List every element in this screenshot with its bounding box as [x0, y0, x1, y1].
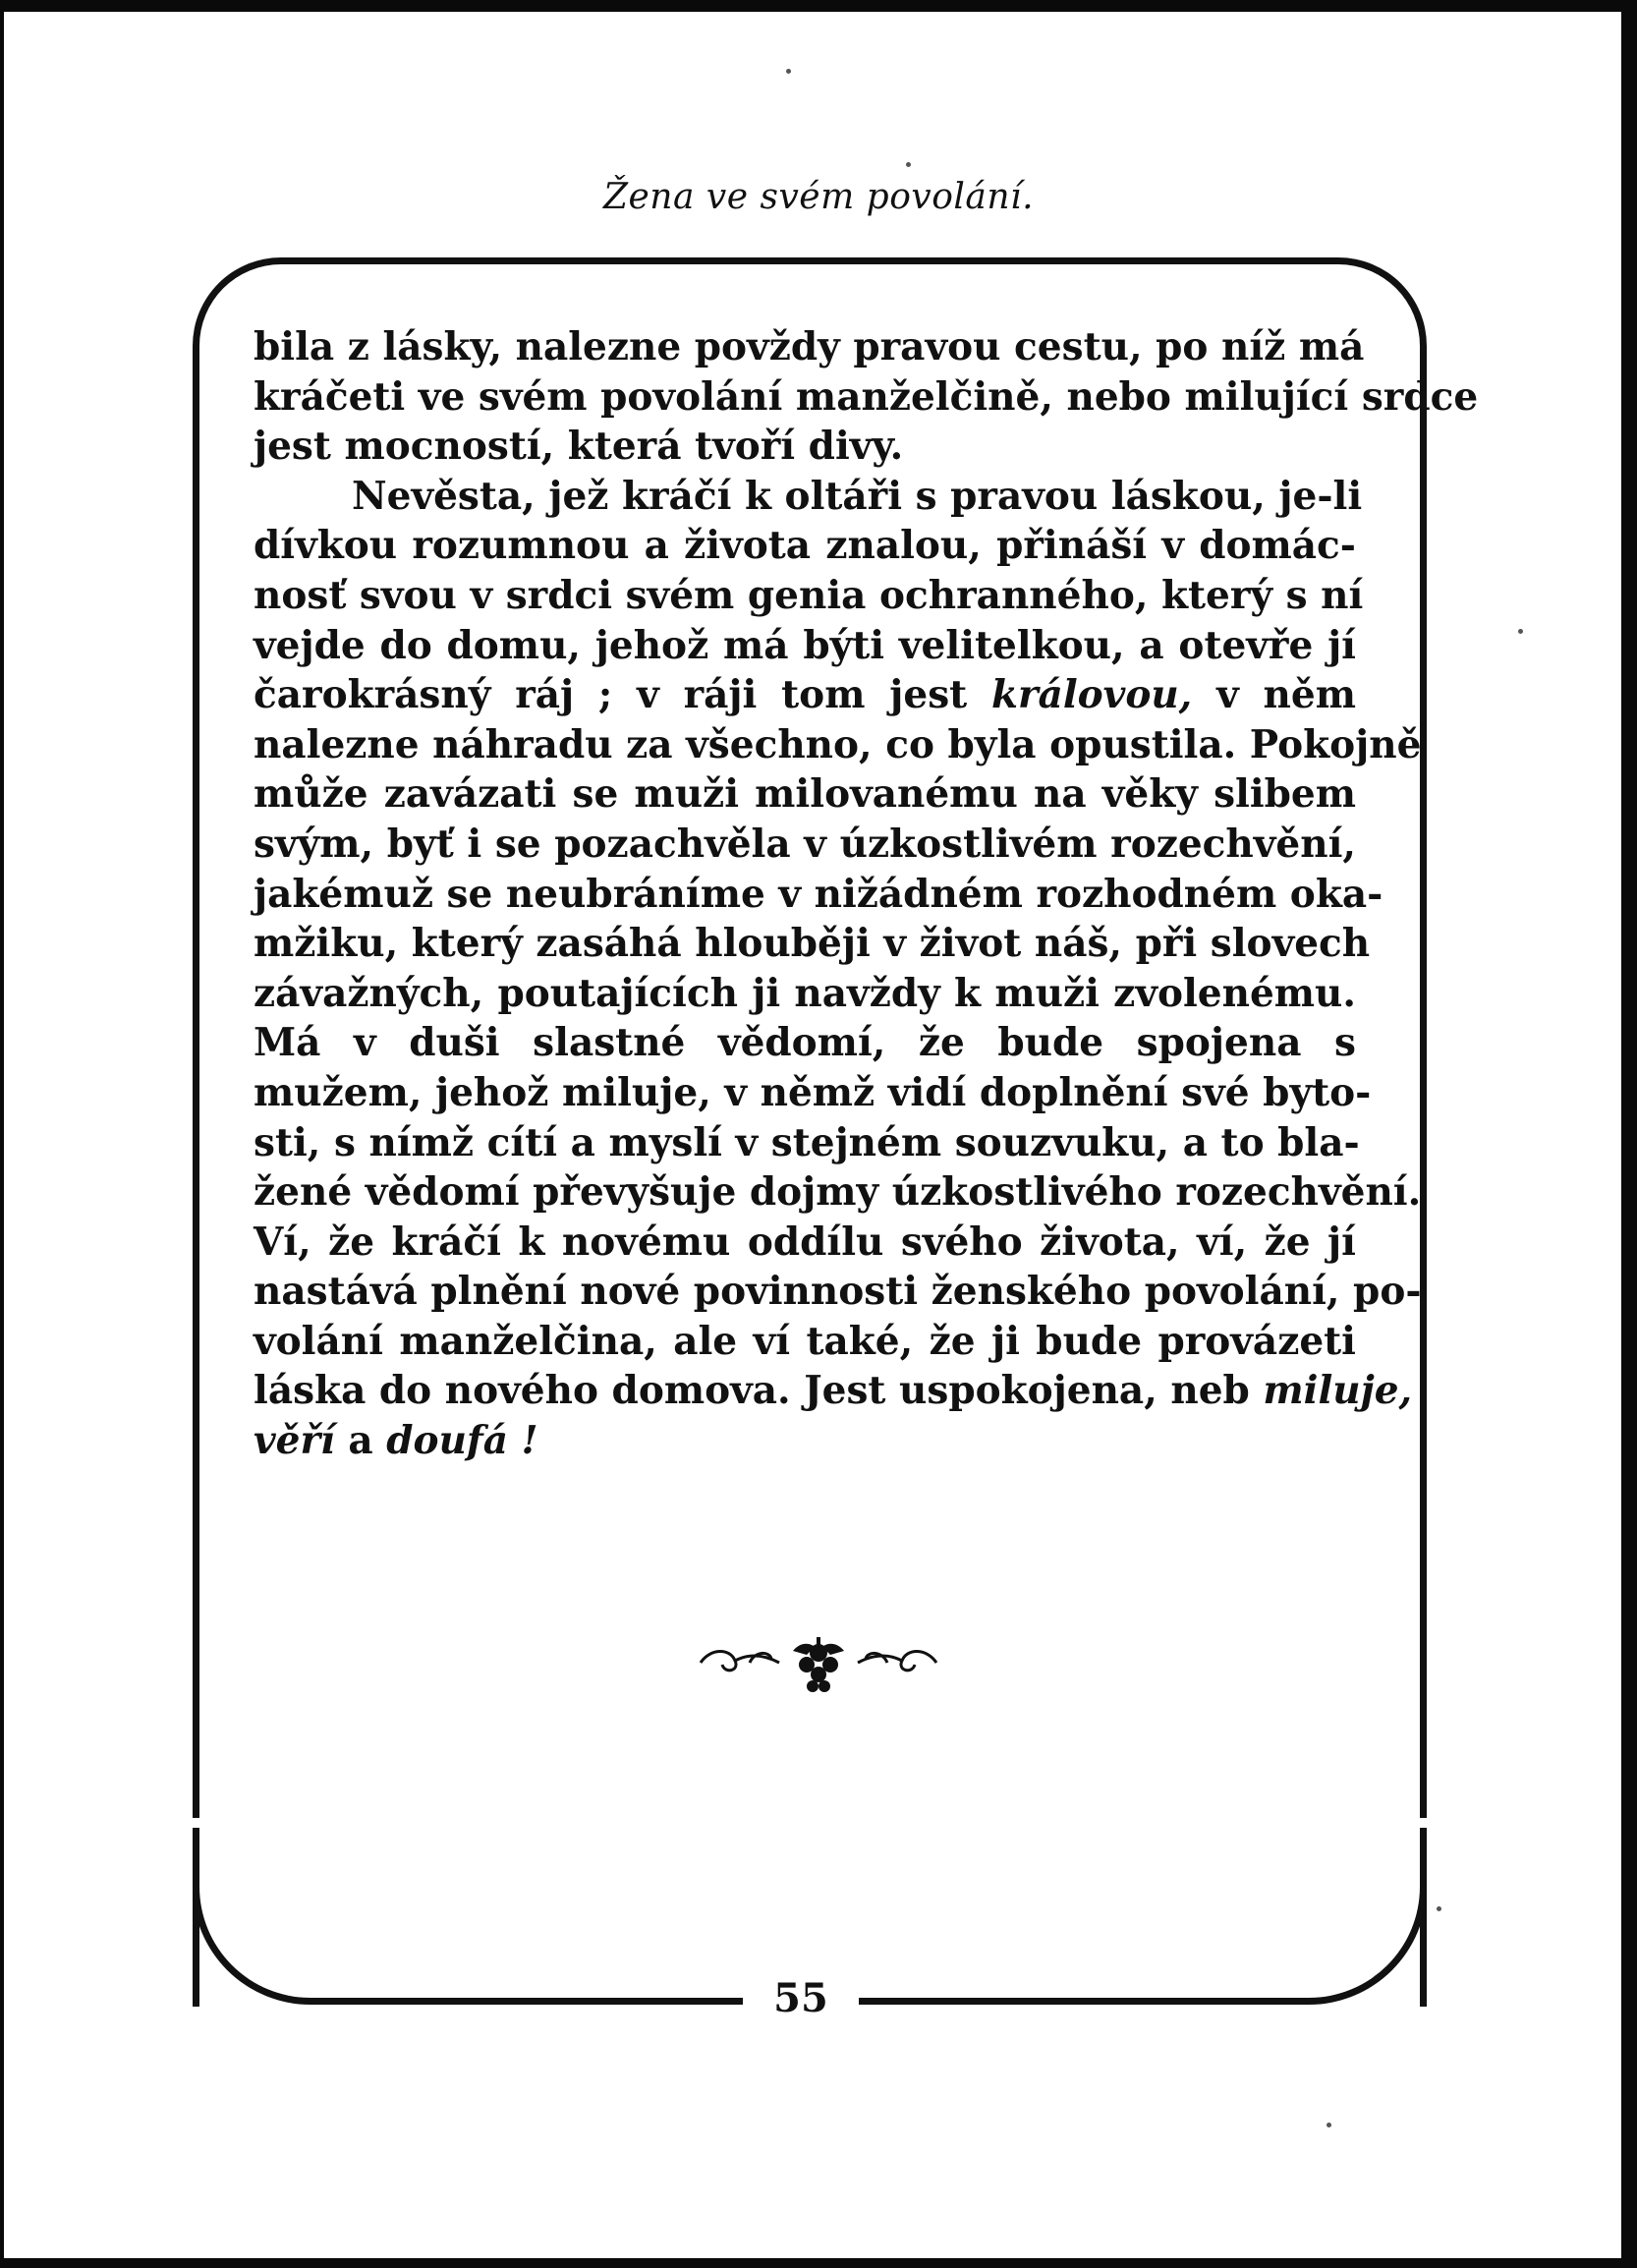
line-text: mžiku, který zasáhá hlouběji v život náš, při slovech	[254, 921, 1371, 967]
text-line	[254, 1416, 1356, 1466]
text-line	[254, 1068, 1372, 1118]
line-text: v něm	[1192, 672, 1356, 718]
text-line	[254, 1317, 1356, 1367]
line-text: Ví, že kráčí k novému oddílu svého života, ví, že jí	[254, 1219, 1356, 1265]
scan-edge-right	[1621, 0, 1637, 2268]
line-text: svým, byť i se pozachvěla v úzkostlivém rozechvění,	[254, 821, 1356, 867]
text-line	[254, 322, 1365, 372]
line-text: volání manželčina, ale ví také, že ji bude provázeti	[254, 1318, 1356, 1364]
line-text: nalezne náhradu za všechno, co byla opustila. Pokojně	[254, 721, 1422, 767]
line-text: čarokrásný ráj ; v ráji tom jest	[254, 672, 991, 718]
line-text: a	[334, 1418, 387, 1464]
text-line	[254, 919, 1371, 969]
line-text: nastává plnění nové povinnosti ženského povolání, po-	[254, 1269, 1422, 1315]
line-text: nosť svou v srdci svém genia ochranného, který s ní	[254, 572, 1364, 618]
line-text: jakémuž se neubráníme v nižádném rozhodném oka-	[254, 871, 1383, 917]
text-line	[254, 422, 1356, 472]
scan-edge-bottom	[0, 2258, 1637, 2268]
text-line	[254, 571, 1364, 621]
frame-bottom-left	[193, 1828, 743, 2005]
line-text: může zavázati se muži milovanému na věky slibem	[254, 771, 1356, 818]
scan-speck	[786, 69, 791, 74]
text-line	[254, 372, 1479, 423]
text-line	[254, 521, 1356, 571]
line-text: Nevěsta, jež kráčí k oltáři s pravou láskou, je-li	[352, 473, 1363, 519]
text-line	[254, 670, 1356, 720]
text-line	[254, 820, 1356, 870]
text-line	[254, 769, 1356, 820]
line-text: žené vědomí převyšuje dojmy úzkostlivého rozechvění.	[254, 1169, 1422, 1216]
text-line	[254, 1118, 1360, 1168]
line-text: závažných, poutajících ji navždy k muži zvolenému.	[254, 970, 1356, 1016]
emphasis-text: královou,	[990, 672, 1193, 718]
scan-speck	[1437, 1906, 1441, 1911]
text-line	[254, 1267, 1422, 1317]
text-line	[254, 1018, 1356, 1068]
text-line	[254, 1366, 1413, 1416]
scan-edge-top	[0, 0, 1637, 12]
scan-speck	[1327, 2123, 1331, 2127]
line-text: sti, s nímž cítí a myslí v stejném souzvuku, a to bla-	[254, 1119, 1360, 1165]
line-text: mužem, jehož miluje, v němž vidí doplnění své byto-	[254, 1069, 1372, 1115]
text-line	[254, 870, 1383, 920]
ornament	[0, 1623, 1637, 1702]
text-line	[254, 1167, 1422, 1218]
line-text: láska do nového domova. Jest uspokojena, neb	[254, 1368, 1264, 1414]
page-number: 55	[743, 1975, 859, 2021]
line-text: jest mocností, která tvoří divy.	[254, 424, 904, 470]
line-text: Má v duši slastné vědomí, že bude spojena s	[254, 1020, 1356, 1066]
text-line	[254, 1218, 1356, 1268]
line-text: dívkou rozumnou a života znalou, přináší v domác-	[254, 523, 1356, 569]
emphasis-text: věří	[254, 1418, 335, 1464]
text-line	[254, 969, 1356, 1019]
line-text: bila z lásky, nalezne povždy pravou cestu, po níž má	[254, 324, 1365, 369]
text-line	[254, 720, 1422, 770]
line-text: vejde do domu, jehož má býti velitelkou, a otevře jí	[254, 622, 1356, 668]
scan-speck	[906, 162, 911, 167]
frame-bottom-right	[859, 1828, 1427, 2005]
body-text	[254, 322, 1479, 1466]
scan-speck	[1518, 629, 1523, 634]
emphasis-text: doufá !	[386, 1418, 538, 1464]
text-line	[254, 472, 1363, 522]
line-text: kráčeti ve svém povolání manželčině, nebo milující srdce	[254, 373, 1479, 420]
scan-edge-left	[0, 0, 4, 2268]
running-title: Žena ve svém povolání.	[602, 177, 1035, 217]
emphasis-text: miluje,	[1263, 1368, 1413, 1414]
floral-vignette-icon	[691, 1623, 946, 1702]
text-line	[254, 621, 1356, 671]
